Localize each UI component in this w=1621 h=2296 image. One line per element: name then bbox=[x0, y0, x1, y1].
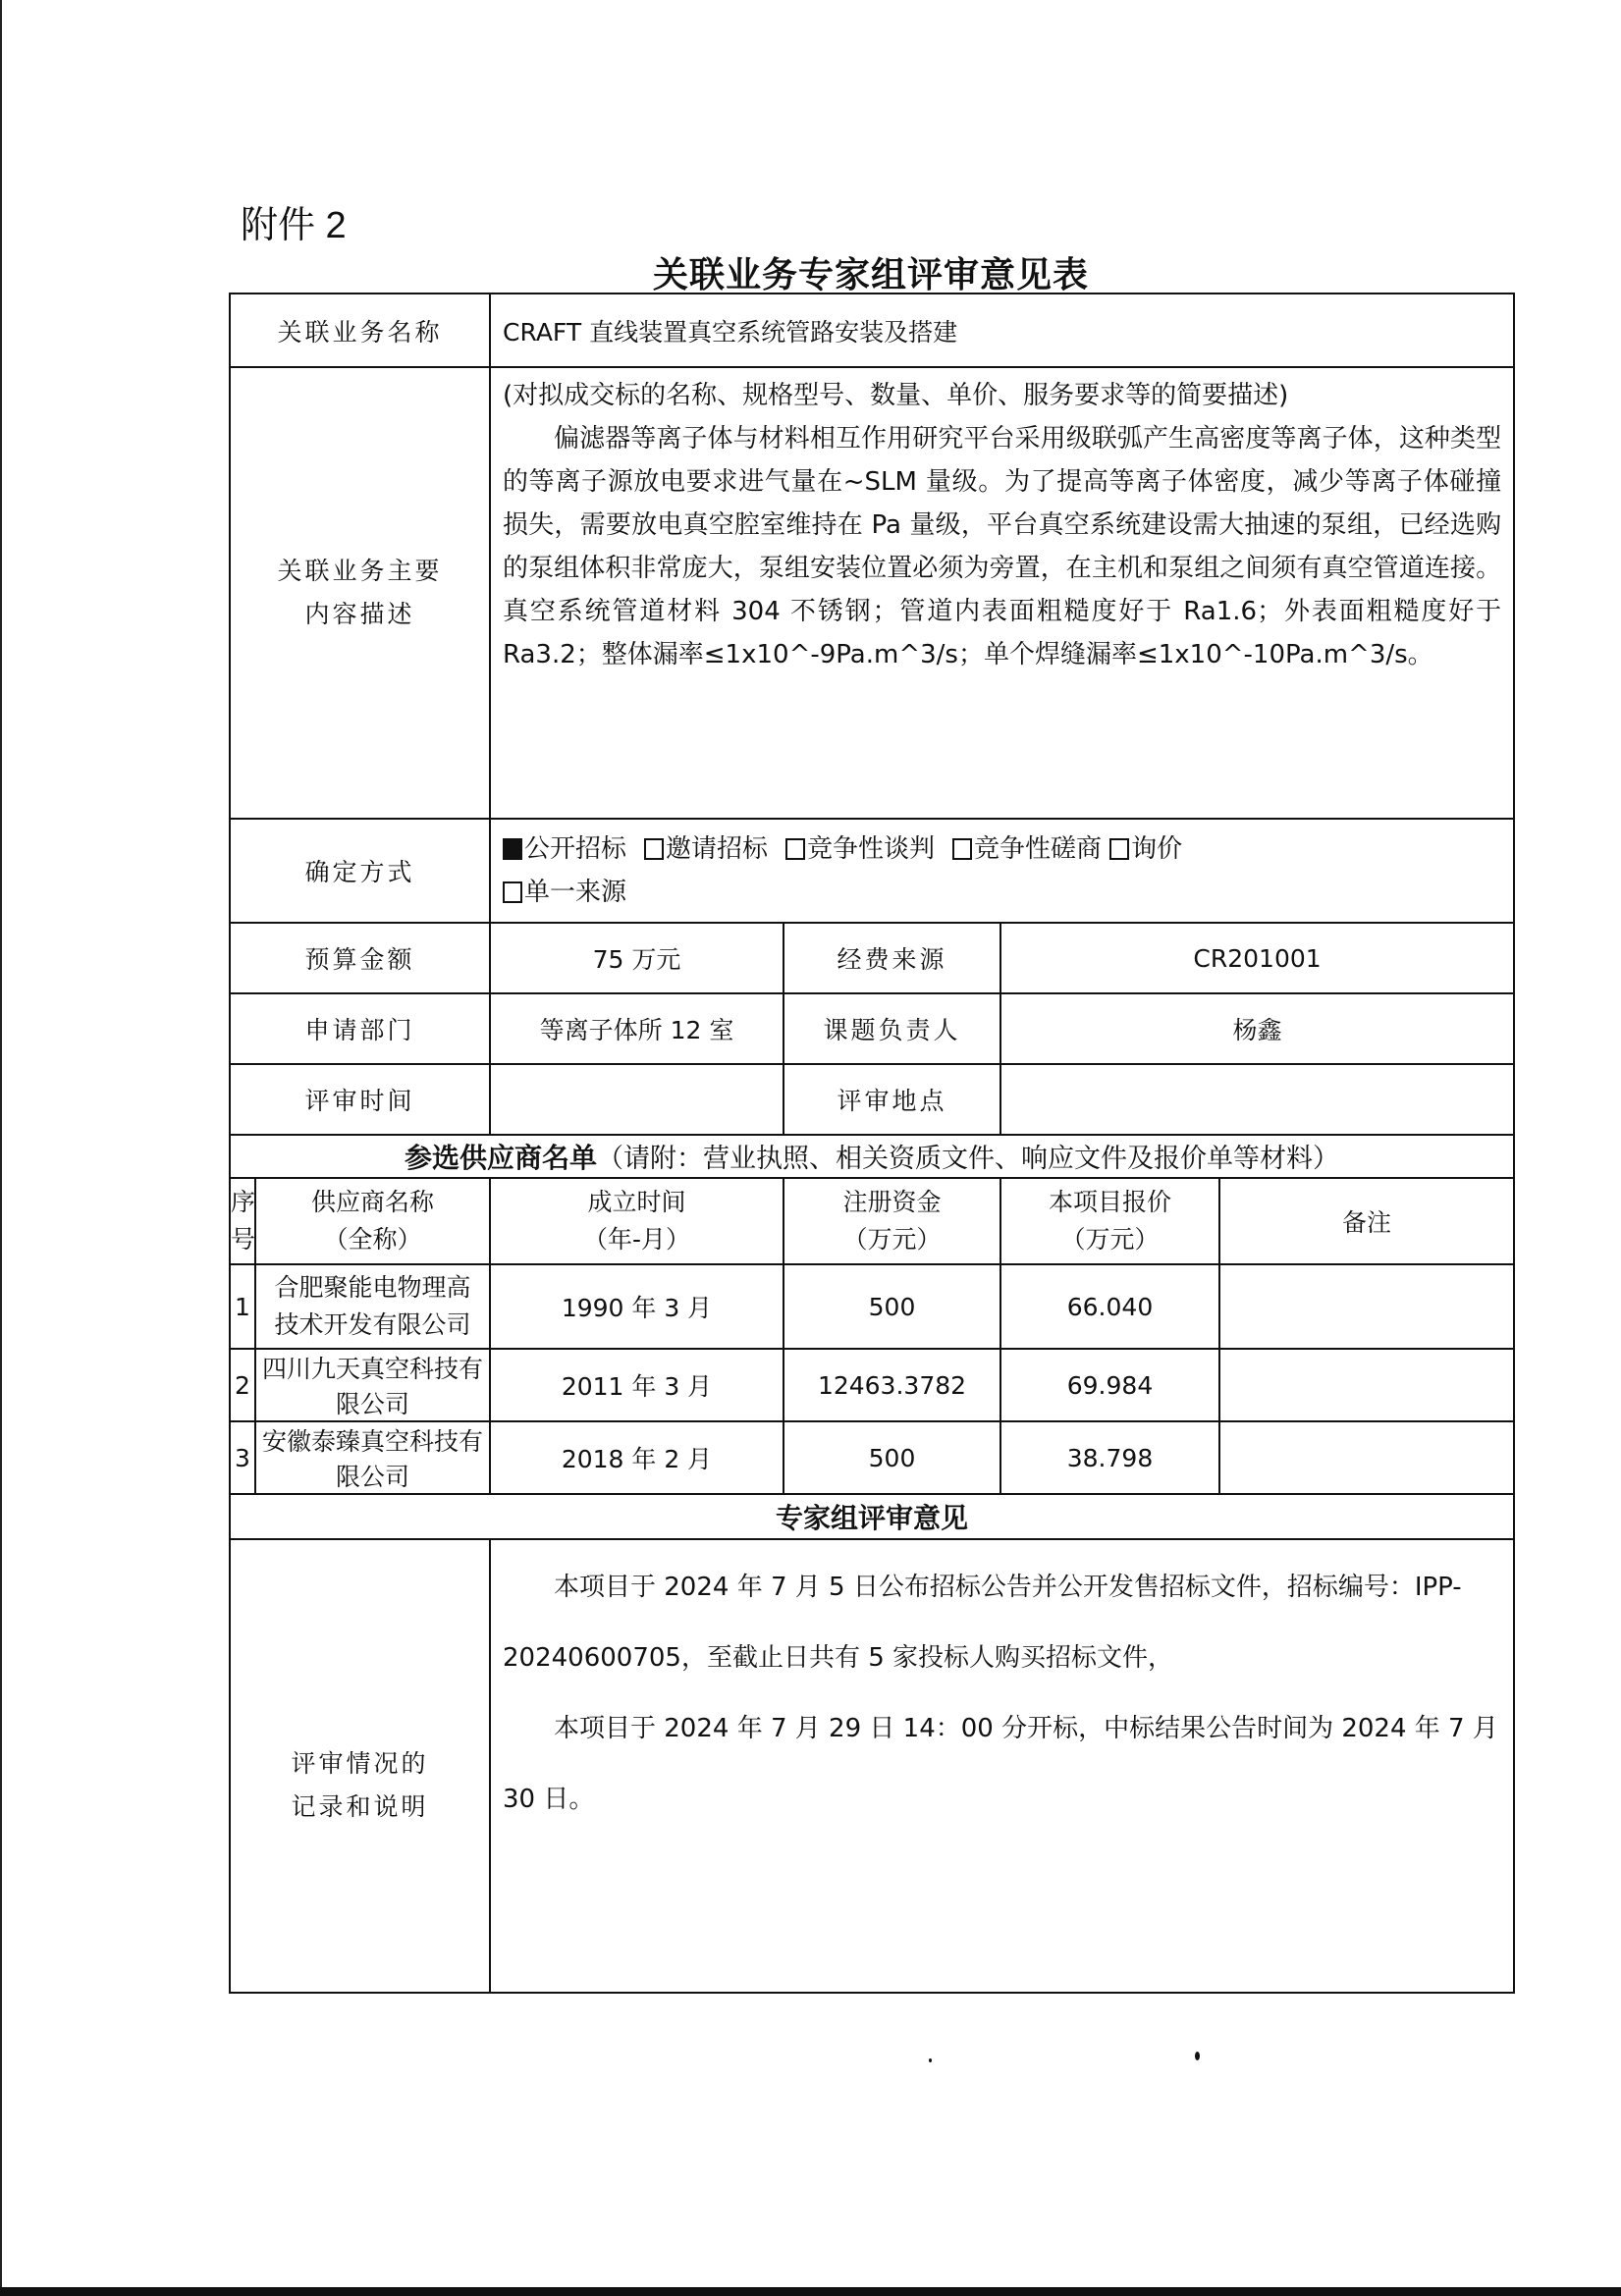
col-header-quote bbox=[1000, 1178, 1219, 1264]
supplier-no: 1 bbox=[230, 1264, 255, 1349]
supplier-section-row bbox=[230, 1135, 1514, 1178]
method-option-competitive-negotiation[interactable] bbox=[785, 834, 935, 864]
business-name-label: 关联业务名称 bbox=[230, 294, 490, 367]
opinion-content bbox=[490, 1539, 1514, 1993]
method-option-label: 单一来源 bbox=[524, 878, 627, 907]
supplier-founded: 1990 年 3 月 bbox=[490, 1264, 783, 1349]
supplier-capital: 500 bbox=[783, 1264, 1000, 1349]
business-name-value: CRAFT 直线装置真空系统管路安装及搭建 bbox=[490, 294, 1514, 367]
scan-speck bbox=[1195, 2052, 1200, 2060]
method-options bbox=[490, 819, 1514, 923]
supplier-row bbox=[230, 1421, 1514, 1494]
page-title: 关联业务专家组评审意见表 bbox=[652, 255, 1089, 295]
review-place-value bbox=[1000, 1064, 1514, 1135]
review-time-row bbox=[230, 1064, 1514, 1135]
opinion-section-title: 专家组评审意见 bbox=[776, 1502, 969, 1534]
description-label-line1: 关联业务主要 bbox=[277, 557, 443, 585]
method-option-invited-tender[interactable] bbox=[644, 834, 768, 864]
opinion-label-line2: 记录和说明 bbox=[291, 1792, 429, 1821]
supplier-name: 合肥聚能电物理高技术开发有限公司 bbox=[255, 1264, 490, 1349]
col-header-name bbox=[255, 1178, 490, 1264]
supplier-remark bbox=[1219, 1349, 1514, 1421]
opinion-row bbox=[230, 1539, 1514, 1993]
method-option-label: 竞争性谈判 bbox=[807, 834, 936, 864]
supplier-section-title: 参选供应商名单 bbox=[405, 1142, 598, 1174]
supplier-quote: 38.798 bbox=[1000, 1421, 1219, 1494]
method-option-single-source[interactable] bbox=[503, 878, 626, 907]
supplier-remark bbox=[1219, 1264, 1514, 1349]
description-body: 偏滤器等离子体与材料相互作用研究平台采用级联弧产生高密度等离子体，这种类型的等离子源放电要求进气量在~SLM 量级。为了提高等离子体密度，减少等离子体碰撞损失，需要放电真空腔室维持在 Pa 量级，平台真空系统建设需大抽速的泵组，已经选购的泵组体积非常庞大，泵组安装位置必须为旁置，在主机和泵组之间须有真空管道连接。真空系统管道材料 304 不锈钢；管道内表面粗糙度好于 Ra1.6；外表面粗糙度好于 Ra3.2；整体漏率≤1x10^-9Pa.m^3/s；单个焊缝漏率≤1x10^-10Pa.m^3/s。 bbox=[503, 424, 1502, 669]
supplier-section-header bbox=[230, 1135, 1514, 1178]
opinion-paragraph: 本项目于 2024 年 7 月 5 日公布招标公告并公开发售招标文件，招标编号：IPP-20240600705，至截止日共有 5 家投标人购买招标文件， bbox=[503, 1573, 1462, 1673]
supplier-remark bbox=[1219, 1421, 1514, 1494]
method-option-competitive-consultation[interactable] bbox=[952, 834, 1102, 864]
budget-value: 75 万元 bbox=[490, 923, 783, 993]
col-header-remark bbox=[1219, 1178, 1514, 1264]
col-header-no bbox=[230, 1178, 255, 1264]
budget-label: 预算金额 bbox=[230, 923, 490, 993]
method-option-label: 公开招标 bbox=[524, 834, 627, 864]
scan-edge bbox=[0, 0, 2, 2296]
col-header-line: 注册资金 bbox=[842, 1188, 942, 1216]
fund-source-label: 经费来源 bbox=[783, 923, 1000, 993]
department-value: 等离子体所 12 室 bbox=[490, 993, 783, 1064]
method-option-label: 询价 bbox=[1131, 834, 1183, 864]
supplier-capital: 500 bbox=[783, 1421, 1000, 1494]
col-header-line: 供应商名称 bbox=[310, 1188, 434, 1216]
supplier-no: 2 bbox=[230, 1349, 255, 1421]
checkbox-unchecked-icon[interactable] bbox=[952, 838, 972, 860]
department-label: 申请部门 bbox=[230, 993, 490, 1064]
department-row bbox=[230, 993, 1514, 1064]
opinion-label-line1: 评审情况的 bbox=[291, 1749, 429, 1778]
col-header-line: 成立时间 bbox=[587, 1188, 686, 1216]
col-header-line: （年-月） bbox=[582, 1225, 691, 1254]
review-form-table bbox=[229, 293, 1515, 1994]
review-place-label: 评审地点 bbox=[783, 1064, 1000, 1135]
checkbox-unchecked-icon[interactable] bbox=[785, 838, 805, 860]
col-header-capital bbox=[783, 1178, 1000, 1264]
method-option-public-tender[interactable] bbox=[503, 834, 626, 864]
description-row bbox=[230, 367, 1514, 819]
supplier-section-note: （请附：营业执照、相关资质文件、响应文件及报价单等材料） bbox=[597, 1144, 1340, 1174]
description-label bbox=[230, 367, 490, 819]
method-row bbox=[230, 819, 1514, 923]
col-header-line: 备注 bbox=[1342, 1208, 1392, 1237]
method-option-label: 竞争性磋商 bbox=[974, 834, 1103, 864]
scan-speck bbox=[929, 2058, 932, 2062]
review-time-label: 评审时间 bbox=[230, 1064, 490, 1135]
checkbox-unchecked-icon[interactable] bbox=[644, 838, 664, 860]
supplier-no: 3 bbox=[230, 1421, 255, 1494]
opinion-paragraph: 本项目于 2024 年 7 月 29 日 14：00 分开标，中标结果公告时间为 2024 年 7 月 30 日。 bbox=[503, 1714, 1498, 1814]
checkbox-unchecked-icon[interactable] bbox=[503, 881, 522, 903]
supplier-founded: 2011 年 3 月 bbox=[490, 1349, 783, 1421]
supplier-quote: 69.984 bbox=[1000, 1349, 1219, 1421]
col-header-line: （全称） bbox=[323, 1225, 422, 1254]
method-label: 确定方式 bbox=[230, 819, 490, 923]
supplier-row bbox=[230, 1264, 1514, 1349]
supplier-capital: 12463.3782 bbox=[783, 1349, 1000, 1421]
opinion-section-header bbox=[230, 1494, 1514, 1539]
project-lead-label: 课题负责人 bbox=[783, 993, 1000, 1064]
method-option-inquiry[interactable] bbox=[1109, 834, 1182, 864]
supplier-name: 安徽泰臻真空科技有限公司 bbox=[255, 1421, 490, 1494]
supplier-row bbox=[230, 1349, 1514, 1421]
description-label-line2: 内容描述 bbox=[304, 600, 415, 628]
col-header-founded bbox=[490, 1178, 783, 1264]
col-header-line: （万元） bbox=[842, 1225, 942, 1254]
checkbox-unchecked-icon[interactable] bbox=[1109, 838, 1129, 860]
description-hint: (对拟成交标的名称、规格型号、数量、单价、服务要求等的简要描述) bbox=[503, 381, 1289, 410]
review-time-value bbox=[490, 1064, 783, 1135]
budget-row bbox=[230, 923, 1514, 993]
method-option-label: 邀请招标 bbox=[666, 834, 769, 864]
checkbox-checked-icon[interactable] bbox=[503, 838, 522, 860]
supplier-header-row bbox=[230, 1178, 1514, 1264]
attachment-label: 附件 2 bbox=[241, 205, 347, 246]
fund-source-value: CR201001 bbox=[1000, 923, 1514, 993]
col-header-line: 本项目报价 bbox=[1048, 1188, 1171, 1216]
business-name-row bbox=[230, 294, 1514, 367]
supplier-name: 四川九天真空科技有限公司 bbox=[255, 1349, 490, 1421]
opinion-section-row bbox=[230, 1494, 1514, 1539]
col-header-line: （万元） bbox=[1060, 1225, 1160, 1254]
col-header-line: 号 bbox=[231, 1225, 256, 1254]
col-header-line: 序 bbox=[231, 1188, 256, 1216]
opinion-label bbox=[230, 1539, 490, 1993]
description-cell bbox=[490, 367, 1514, 819]
supplier-quote: 66.040 bbox=[1000, 1264, 1219, 1349]
project-lead-value: 杨鑫 bbox=[1000, 993, 1514, 1064]
scan-bottom-edge bbox=[0, 2287, 1621, 2296]
supplier-founded: 2018 年 2 月 bbox=[490, 1421, 783, 1494]
